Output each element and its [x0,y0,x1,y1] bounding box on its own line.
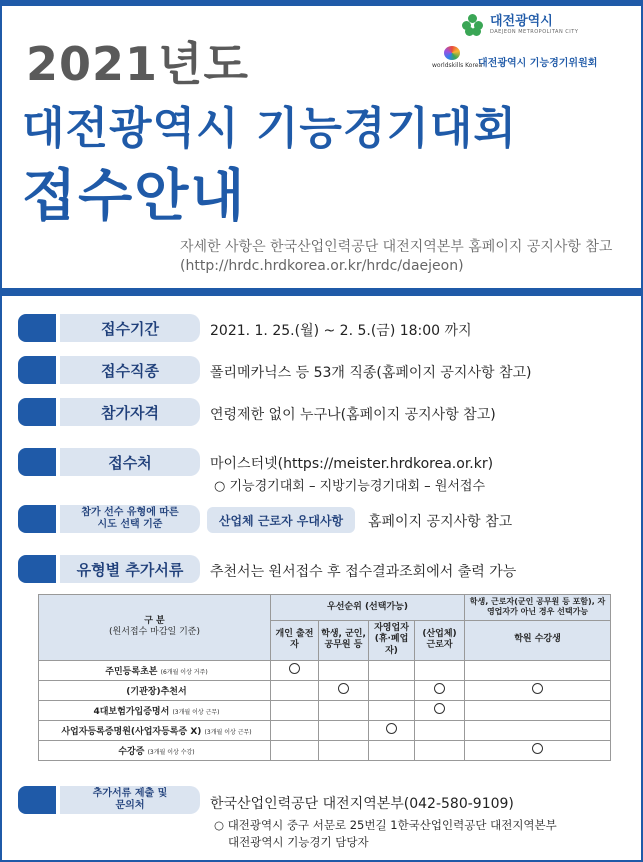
mark-cell [415,740,465,760]
daejeon-star-icon [462,14,484,36]
title-line1: 대전광역시 기능경기대회 [22,103,517,154]
row-name: 수강증 (3개월 이상 수강) [39,740,271,760]
mark-cell [369,720,415,740]
col-header: (산업체) 근로자 [415,620,465,660]
mark-cell [319,680,369,700]
table-row [39,740,611,760]
submit-value1: 한국산업인력공단 대전지역본부(042-580-9109) [210,796,514,812]
circle-icon [434,703,445,714]
mark-cell [415,720,465,740]
row-name: 사업자등록증명원(사업자등록증 X) (3개월 이상 근무) [39,720,271,740]
submit-value2: ○ 대전광역시 중구 서문로 25번길 1한국산업인력공단 대전지역본부 [214,818,557,832]
qualification-label-box [18,398,200,426]
docs-value: 추천서는 원서접수 후 접수결과조회에서 출력 가능 [210,564,517,580]
worldskills-icon: worldskills Korea [432,46,472,76]
mark-cell [369,680,415,700]
jobs-label-box [18,356,200,384]
committee-logo [432,46,597,76]
mark-cell [369,740,415,760]
row-name: (기관장)추천서 [39,680,271,700]
place-label: 접수처 [60,448,200,476]
reference-note: 자세한 사항은 한국산업인력공단 대전지역본부 홈페이지 공지사항 참고 [180,239,613,255]
mark-cell [465,660,611,680]
table-header-priority: 우선순위 (선택가능) [271,595,465,621]
submit-label-box [18,786,200,814]
documents-table [38,594,611,761]
row-name: 주민등록초본 (6개월 이상 거주) [39,660,271,680]
table-header-category: 구 분 (원서접수 마감일 기준) [39,595,271,661]
mark-cell [319,720,369,740]
col-header: 학원 수강생 [465,620,611,660]
col-header: 자영업자 (휴·폐업자) [369,620,415,660]
mark-cell [465,700,611,720]
committee-name: 대전광역시 기능경기위원회 [478,57,598,69]
circle-icon [532,683,543,694]
mark-cell [319,700,369,720]
mark-cell [415,680,465,700]
criteria-label-box [18,505,200,533]
table-row [39,660,611,680]
criteria-pill: 산업체 근로자 우대사항 [207,507,355,533]
row-name: 4대보험가입증명서 (3개월 이상 근무) [39,700,271,720]
circle-icon [386,723,397,734]
mark-cell [415,660,465,680]
mark-cell [271,740,319,760]
reference-url: (http://hrdc.hrdkorea.or.kr/hrdc/daejeon) [180,258,464,274]
mark-cell [271,700,319,720]
docs-label: 유형별 추가서류 [60,555,200,583]
header-divider [0,288,643,296]
mark-cell [369,660,415,680]
mark-cell [415,700,465,720]
col-header: 학생, 군인, 공무원 등 [319,620,369,660]
year-heading: 2021년도 [26,37,249,91]
circle-icon [532,743,543,754]
qualification-value: 연령제한 없이 누구나(홈페이지 공지사항 참고) [210,407,496,423]
table-header-student: 학생, 근로자(군인 공무원 등 포함), 자영업자가 아닌 경우 선택가능 [465,595,611,621]
mark-cell [369,700,415,720]
city-sub: DAEJEON METROPOLITAN CITY [490,29,579,36]
jobs-value: 폴리메카닉스 등 53개 직종(홈페이지 공지사항 참고) [210,365,532,381]
circle-icon [338,683,349,694]
mark-cell [271,720,319,740]
city-name: 대전광역시 [490,13,553,29]
period-label: 접수기간 [60,314,200,342]
period-value: 2021. 1. 25.(월) ~ 2. 5.(금) 18:00 까지 [210,323,472,339]
submit-label: 추가서류 제출 및 문의처 [60,786,200,814]
criteria-value: 홈페이지 공지사항 참고 [368,514,513,530]
daejeon-city-logo [462,14,578,36]
mark-cell [465,740,611,760]
circle-icon [289,663,300,674]
mark-cell [465,680,611,700]
mark-cell [319,740,369,760]
place-value2: ○ 기능경기대회 – 지방기능경기대회 – 원서접수 [214,479,486,494]
col-header: 개인 출전자 [271,620,319,660]
table-row [39,720,611,740]
jobs-label: 접수직종 [60,356,200,384]
place-label-box [18,448,200,476]
submit-value3: 대전광역시 기능경기 담당자 [228,835,369,849]
mark-cell [271,660,319,680]
table-row [39,680,611,700]
title-line2: 접수안내 [22,164,247,229]
mark-cell [465,720,611,740]
mark-cell [271,680,319,700]
qualification-label: 참가자격 [60,398,200,426]
table-row [39,700,611,720]
criteria-label: 참가 선수 유형에 따른 시도 선택 기준 [60,505,200,533]
mark-cell [319,660,369,680]
place-value1: 마이스터넷(https://meister.hrdkorea.or.kr) [210,456,494,472]
circle-icon [434,683,445,694]
period-label-box [18,314,200,342]
docs-label-box [18,555,200,583]
